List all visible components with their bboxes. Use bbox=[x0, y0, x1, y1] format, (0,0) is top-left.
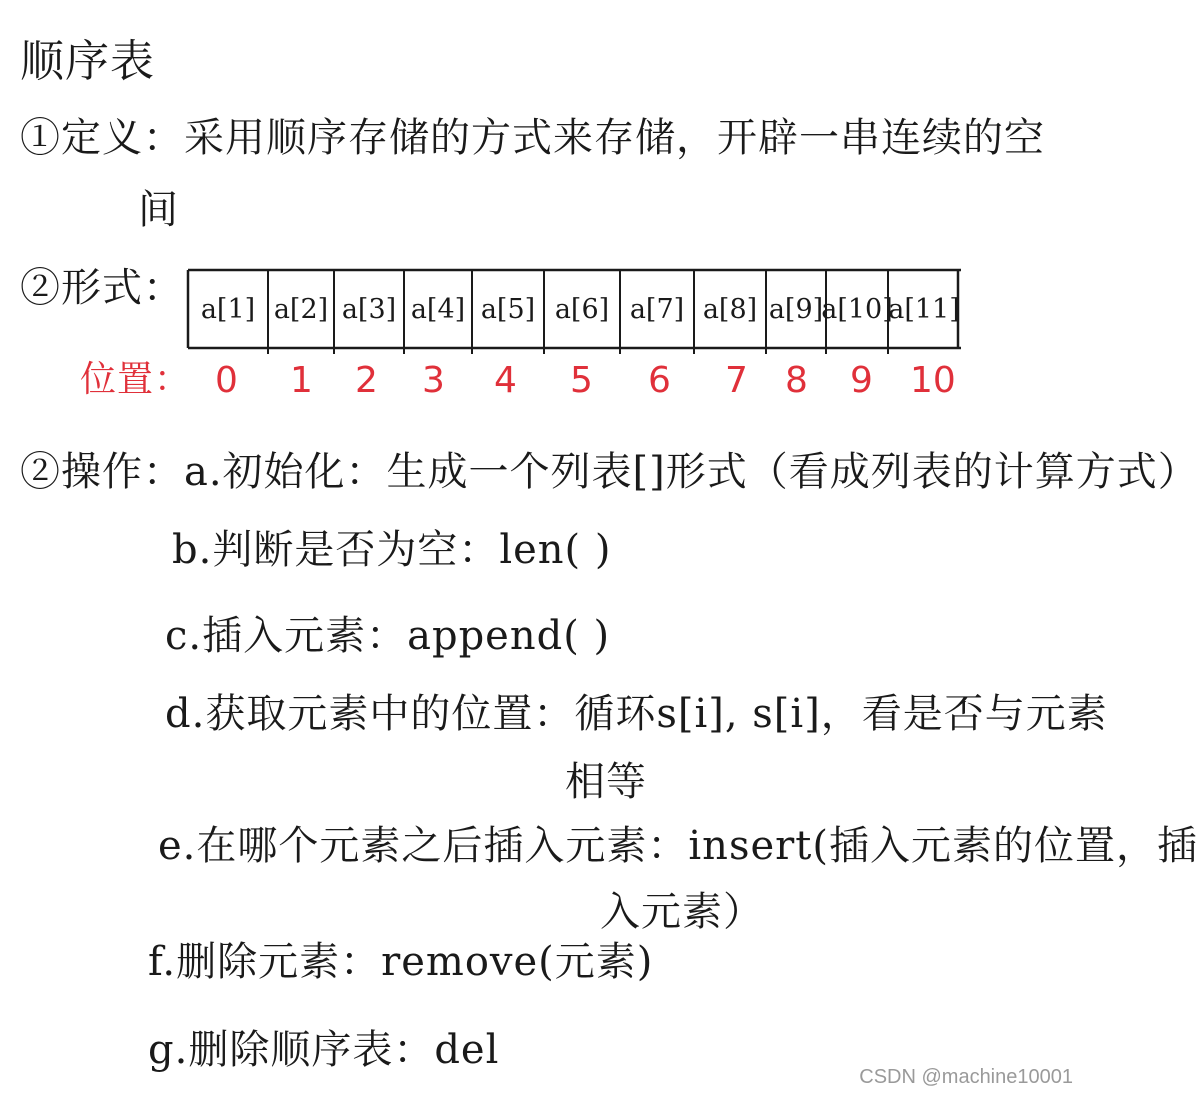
array-cell-label: a[4] bbox=[410, 294, 466, 325]
array-cell-label: a[7] bbox=[629, 294, 685, 325]
array-cell-label: a[2] bbox=[273, 294, 329, 325]
operation-e-line-1: e.在哪个元素之后插入元素：insert(插入元素的位置，插 bbox=[158, 823, 1198, 869]
operation-e-line-2: 入元素） bbox=[600, 889, 764, 935]
array-cell-label: a[6] bbox=[554, 294, 610, 325]
operation-c: c.插入元素：append( ) bbox=[165, 613, 611, 659]
position-index: 5 bbox=[570, 360, 593, 401]
definition-line-2: 间 bbox=[138, 187, 179, 233]
operation-d-line-2: 相等 bbox=[565, 759, 647, 805]
position-label: 位置： bbox=[80, 359, 192, 400]
form-label: ②形式： bbox=[20, 265, 184, 311]
position-index: 4 bbox=[494, 360, 517, 401]
operation-b: b.判断是否为空：len( ) bbox=[172, 527, 612, 573]
operation-a: ②操作：a.初始化：生成一个列表[]形式（看成列表的计算方式） bbox=[20, 449, 1199, 495]
position-index: 10 bbox=[910, 360, 956, 401]
operation-g: g.删除顺序表：del bbox=[148, 1027, 500, 1073]
array-cell-label: a[1] bbox=[200, 294, 256, 325]
array-cell-label: a[8] bbox=[702, 294, 758, 325]
position-index: 2 bbox=[355, 360, 378, 401]
watermark: CSDN @machine10001 bbox=[859, 1066, 1073, 1088]
position-index: 3 bbox=[422, 360, 445, 401]
array-cell-label: a[5] bbox=[480, 294, 536, 325]
operation-d-line-1: d.获取元素中的位置：循环s[i], s[i]，看是否与元素 bbox=[165, 691, 1108, 737]
page-title: 顺序表 bbox=[20, 36, 155, 87]
operation-f: f.删除元素：remove(元素) bbox=[148, 939, 654, 985]
array-diagram bbox=[186, 268, 961, 350]
definition-line-1: ①定义：采用顺序存储的方式来存储，开辟一串连续的空 bbox=[20, 115, 1045, 161]
array-cell-label: a[10] bbox=[821, 294, 893, 325]
position-index: 0 bbox=[215, 360, 238, 401]
position-index: 9 bbox=[850, 360, 873, 401]
position-index: 6 bbox=[648, 360, 671, 401]
position-index: 1 bbox=[290, 360, 313, 401]
array-cell-label: a[3] bbox=[341, 294, 397, 325]
array-cell-label: a[9] bbox=[768, 294, 824, 325]
position-index: 7 bbox=[725, 360, 748, 401]
array-cell-label: a[11] bbox=[888, 294, 960, 325]
position-index: 8 bbox=[785, 360, 808, 401]
